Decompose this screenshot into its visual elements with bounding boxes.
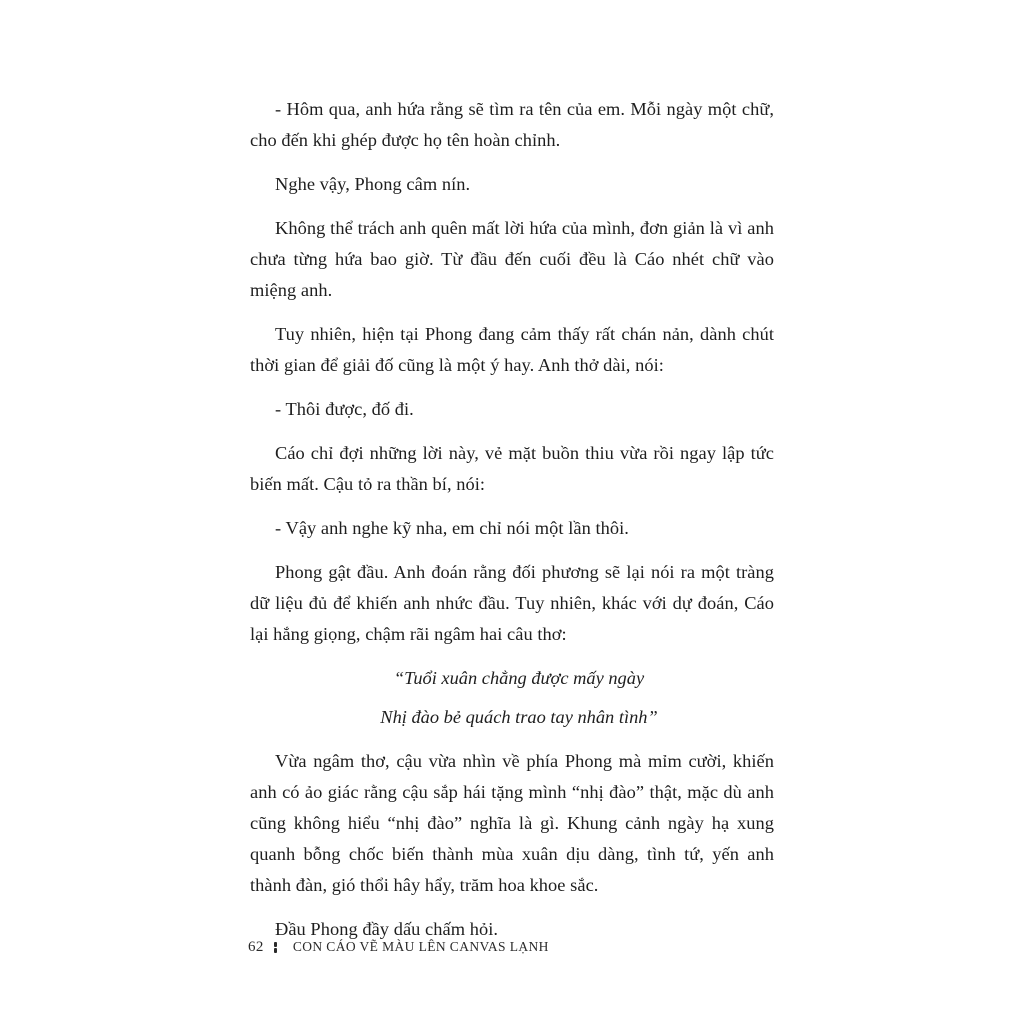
paragraph: Không thể trách anh quên mất lời hứa của mình, đơn giản là vì anh chưa từng hứa bao giờ. Từ đầu đến cuối đều là Cáo nhét chữ vào miệng anh. bbox=[250, 218, 774, 300]
verse-block bbox=[250, 663, 774, 733]
page-number: 62 bbox=[248, 938, 264, 955]
paragraph: Tuy nhiên, hiện tại Phong đang cảm thấy rất chán nản, dành chút thời gian để giải đố cũng là một ý hay. Anh thở dài, nói: bbox=[250, 324, 774, 375]
paragraph: - Hôm qua, anh hứa rằng sẽ tìm ra tên của em. Mỗi ngày một chữ, cho đến khi ghép được họ tên hoàn chỉnh. bbox=[250, 99, 774, 150]
book-title: CON CÁO VẼ MÀU LÊN CANVAS LẠNH bbox=[292, 939, 549, 954]
verse-line: “Tuổi xuân chẳng được mấy ngày bbox=[393, 668, 645, 688]
separator-icon bbox=[274, 942, 277, 953]
paragraph: Đầu Phong đầy dấu chấm hỏi. bbox=[275, 919, 499, 939]
paragraph: Cáo chỉ đợi những lời này, vẻ mặt buồn thiu vừa rồi ngay lập tức biến mất. Cậu tỏ ra thần bí, nói: bbox=[250, 443, 774, 494]
paragraph: Phong gật đầu. Anh đoán rằng đối phương sẽ lại nói ra một tràng dữ liệu đủ để khiến anh nhức đầu. Tuy nhiên, khác với dự đoán, Cáo lại hắng giọng, chậm rãi ngâm hai câu thơ: bbox=[250, 562, 774, 644]
page-body bbox=[250, 94, 774, 958]
paragraph: - Vậy anh nghe kỹ nha, em chỉ nói một lần thôi. bbox=[275, 518, 629, 538]
paragraph: Nghe vậy, Phong câm nín. bbox=[275, 174, 471, 194]
paragraph: Vừa ngâm thơ, cậu vừa nhìn về phía Phong mà mỉm cười, khiến anh có ảo giác rằng cậu sắp hái tặng mình “nhị đào” thật, mặc dù anh cũng không hiểu “nhị đào” nghĩa là gì. Khung cảnh ngày hạ xung quanh bỗng chốc biến thành mùa xuân dịu dàng, tình tứ, yến anh thành đàn, gió thổi hây hẩy, trăm hoa khoe sắc. bbox=[250, 751, 774, 895]
verse-line: Nhị đào bẻ quách trao tay nhân tình” bbox=[380, 707, 658, 727]
paragraph: - Thôi được, đố đi. bbox=[275, 399, 414, 419]
page-footer bbox=[248, 936, 549, 958]
